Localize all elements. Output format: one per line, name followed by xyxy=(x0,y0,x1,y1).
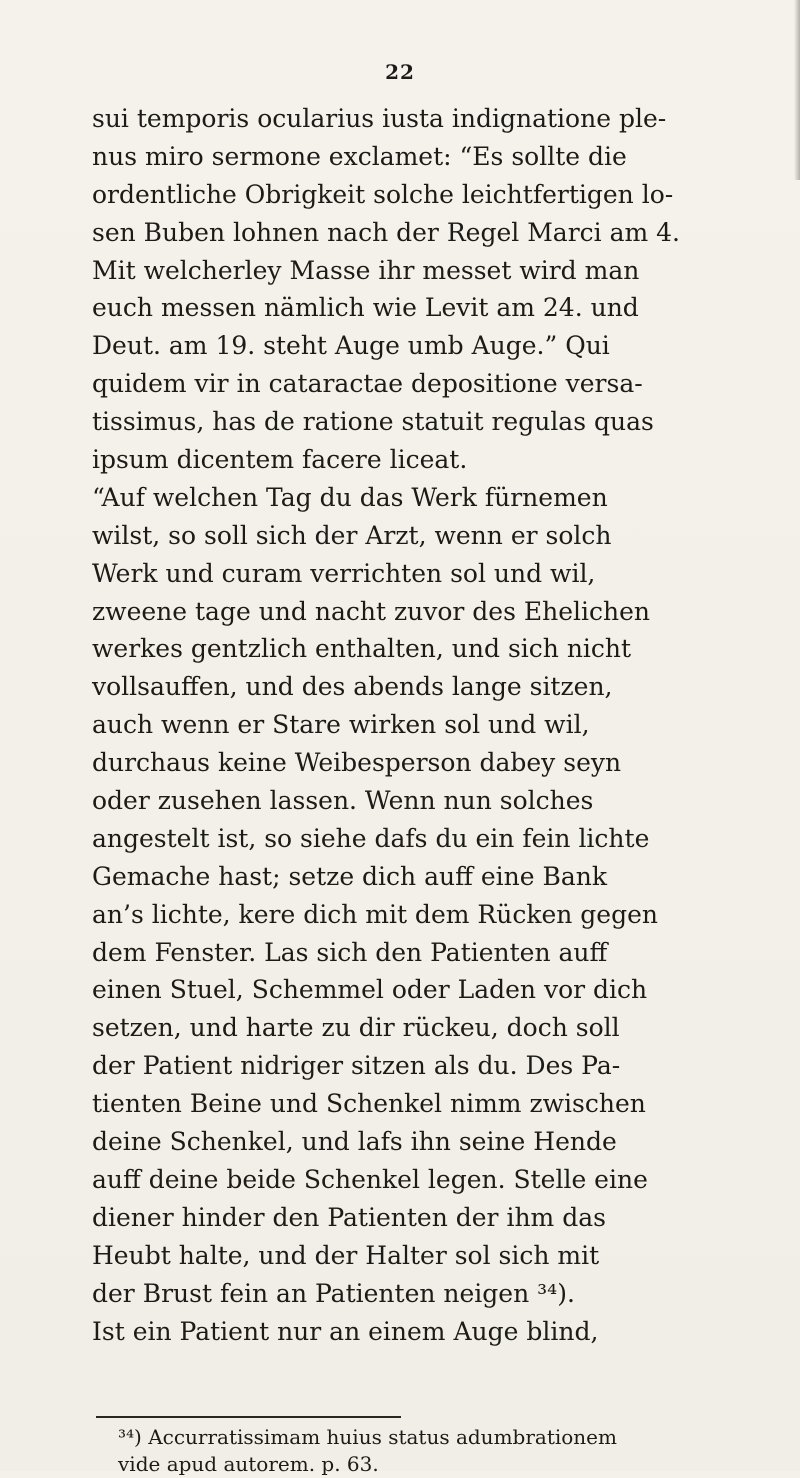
footnote-line: ³⁴) Accurratissimam huius status adumbrationem xyxy=(118,1425,617,1449)
text-line: setzen, und harte zu dir rückeu, doch soll xyxy=(92,1013,620,1043)
text-line: ipsum dicentem facere liceat. xyxy=(92,445,468,475)
text-line: oder zusehen lassen. Wenn nun solches xyxy=(92,786,594,816)
text-line: Heubt halte, und der Halter sol sich mit xyxy=(92,1240,600,1270)
text-line: Deut. am 19. steht Auge umb Auge.” Qui xyxy=(92,331,610,361)
text-line: Werk und curam verrichten sol und wil, xyxy=(92,558,596,588)
text-line: deine Schenkel, und lafs ihn seine Hende xyxy=(92,1127,617,1157)
text-line: euch messen nämlich wie Levit am 24. und xyxy=(92,293,639,323)
footnote xyxy=(118,1424,778,1478)
text-line: nus miro sermone exclamet: “Es sollte die xyxy=(92,141,627,171)
text-line: sui temporis ocularius iusta indignatione ple- xyxy=(92,104,667,133)
text-line: angestelt ist, so siehe dafs du ein fein lichte xyxy=(92,823,650,853)
main-text-block xyxy=(92,100,792,1350)
text-line: der Patient nidriger sitzen als du. Des Pa- xyxy=(92,1051,621,1081)
text-line: quidem vir in cataractae depositione versa- xyxy=(92,369,643,399)
text-line: vollsauffen, und des abends lange sitzen, xyxy=(92,672,613,702)
text-line: an’s lichte, kere dich mit dem Rücken gegen xyxy=(92,899,659,929)
text-line: zweene tage und nacht zuvor des Ehelichen xyxy=(92,596,651,626)
text-line: einen Stuel, Schemmel oder Laden vor dich xyxy=(92,975,648,1005)
text-line: wilst, so soll sich der Arzt, wenn er solch xyxy=(92,520,612,550)
text-line: tienten Beine und Schenkel nimm zwischen xyxy=(92,1089,646,1119)
text-line: dem Fenster. Las sich den Patienten auff xyxy=(92,937,608,967)
text-line: werkes gentzlich enthalten, und sich nicht xyxy=(92,634,632,664)
text-line: Mit welcherley Masse ihr messet wird man xyxy=(92,255,640,285)
footnote-line: vide apud autorem. p. 63. xyxy=(118,1452,379,1476)
text-line: ordentliche Obrigkeit solche leichtfertigen lo- xyxy=(92,179,674,209)
page-edge-shadow xyxy=(794,0,800,180)
text-line: der Brust fein an Patienten neigen ³⁴). xyxy=(92,1278,575,1308)
text-line: auff deine beide Schenkel legen. Stelle eine xyxy=(92,1164,648,1194)
text-line: tissimus, has de ratione statuit regulas quas xyxy=(92,407,654,437)
page-number: 22 xyxy=(385,60,415,84)
text-line: diener hinder den Patienten der ihm das xyxy=(92,1202,606,1232)
text-line: auch wenn er Stare wirken sol und wil, xyxy=(92,710,590,740)
footnote-rule xyxy=(96,1416,401,1418)
text-line: Gemache hast; setze dich auff eine Bank xyxy=(92,861,607,891)
text-line: sen Buben lohnen nach der Regel Marci am 4. xyxy=(92,217,681,247)
text-line: “Auf welchen Tag du das Werk fürnemen xyxy=(92,482,608,512)
text-line: Ist ein Patient nur an einem Auge blind, xyxy=(92,1316,599,1346)
text-line: durchaus keine Weibesperson dabey seyn xyxy=(92,748,622,778)
